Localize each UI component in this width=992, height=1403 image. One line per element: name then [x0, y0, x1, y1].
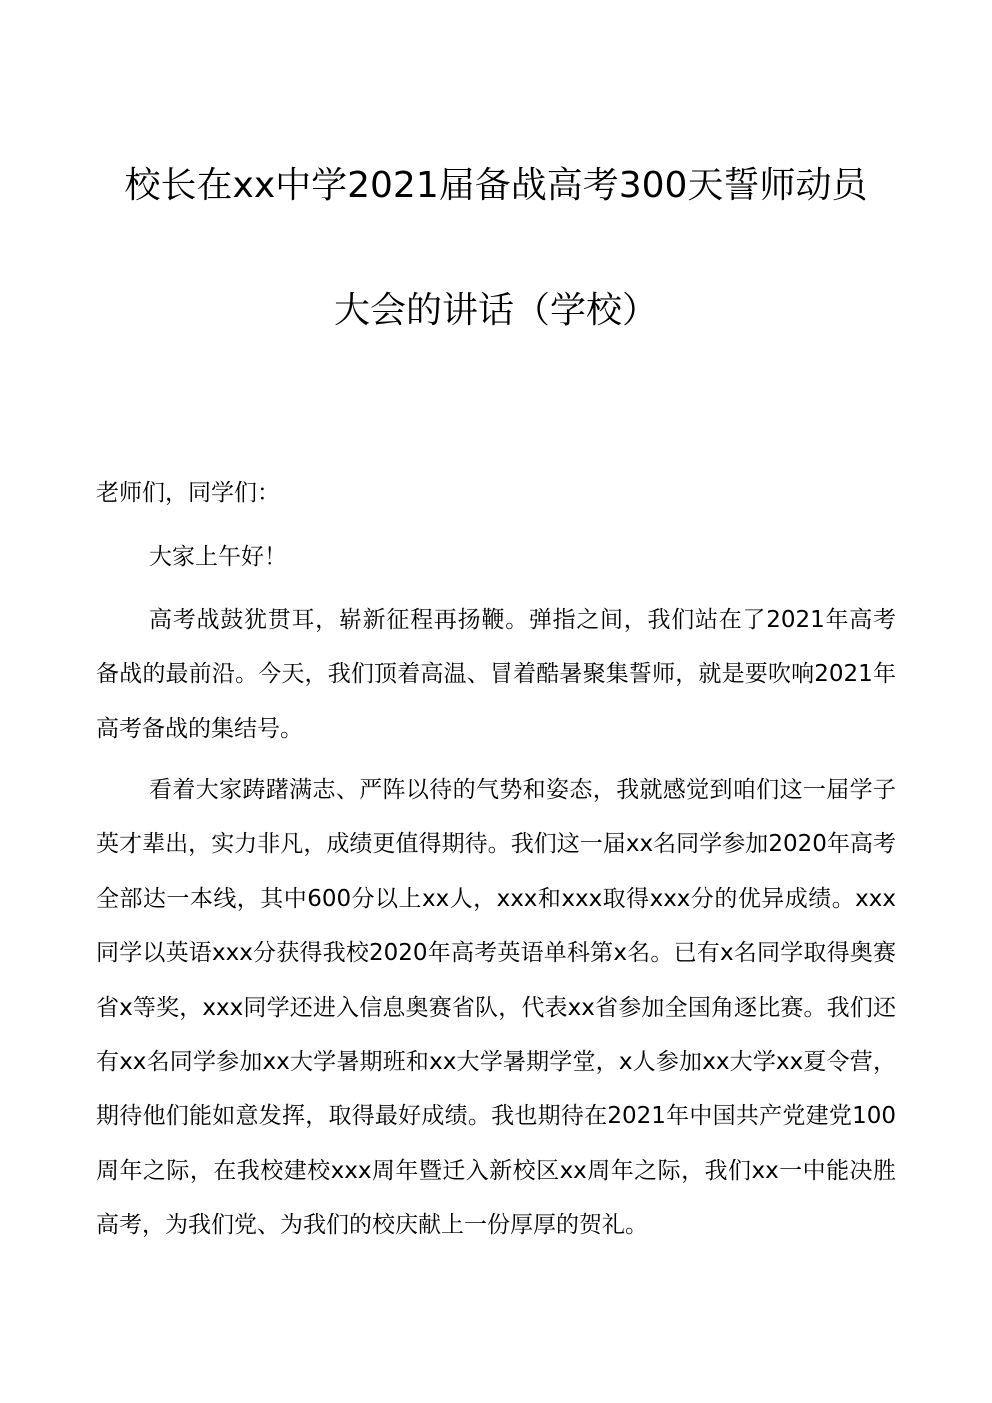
paragraph-1: 高考战鼓犹贯耳，崭新征程再扬鞭。弹指之间，我们站在了2021年高考备战的最前沿。今天，我们顶着高温、冒着酷暑聚集誓师，就是要吹响2021年高考备战的集结号。 [96, 607, 896, 742]
document-title-line-2: 大会的讲话（学校） [333, 290, 658, 331]
document-title-line-1: 校长在xx中学2021届备战高考300天誓师动员 [124, 165, 868, 206]
greeting: 大家上午好！ [149, 544, 287, 570]
paragraph-2: 看着大家踌躇满志、严阵以待的气势和姿态，我就感觉到咱们这一届学子英才辈出，实力非凡，成绩更值得期待。我们这一届xx名同学参加2020年高考全部达一本线，其中600分以上xx人，xxx和xxx取得xxx分的优异成绩。xxx同学以英语xxx分获得我校2020年高考英语单科第x名。已有x名同学取得奥赛省x等奖，xxx同学还进入信息奥赛省队，代表xx省参加全国角逐比赛。我们还有xx名同学参加xx大学暑期班和xx大学暑期学堂，x人参加xx大学xx夏令营，期待他们能如意发挥，取得最好成绩。我也期待在2021年中国共产党建党100周年之际，在我校建校xxx周年暨迁入新校区xx周年之际，我们xx一中能决胜高考，为我们党、为我们的校庆献上一份厚厚的贺礼。 [96, 777, 896, 1239]
salutation: 老师们，同学们： [96, 480, 280, 506]
